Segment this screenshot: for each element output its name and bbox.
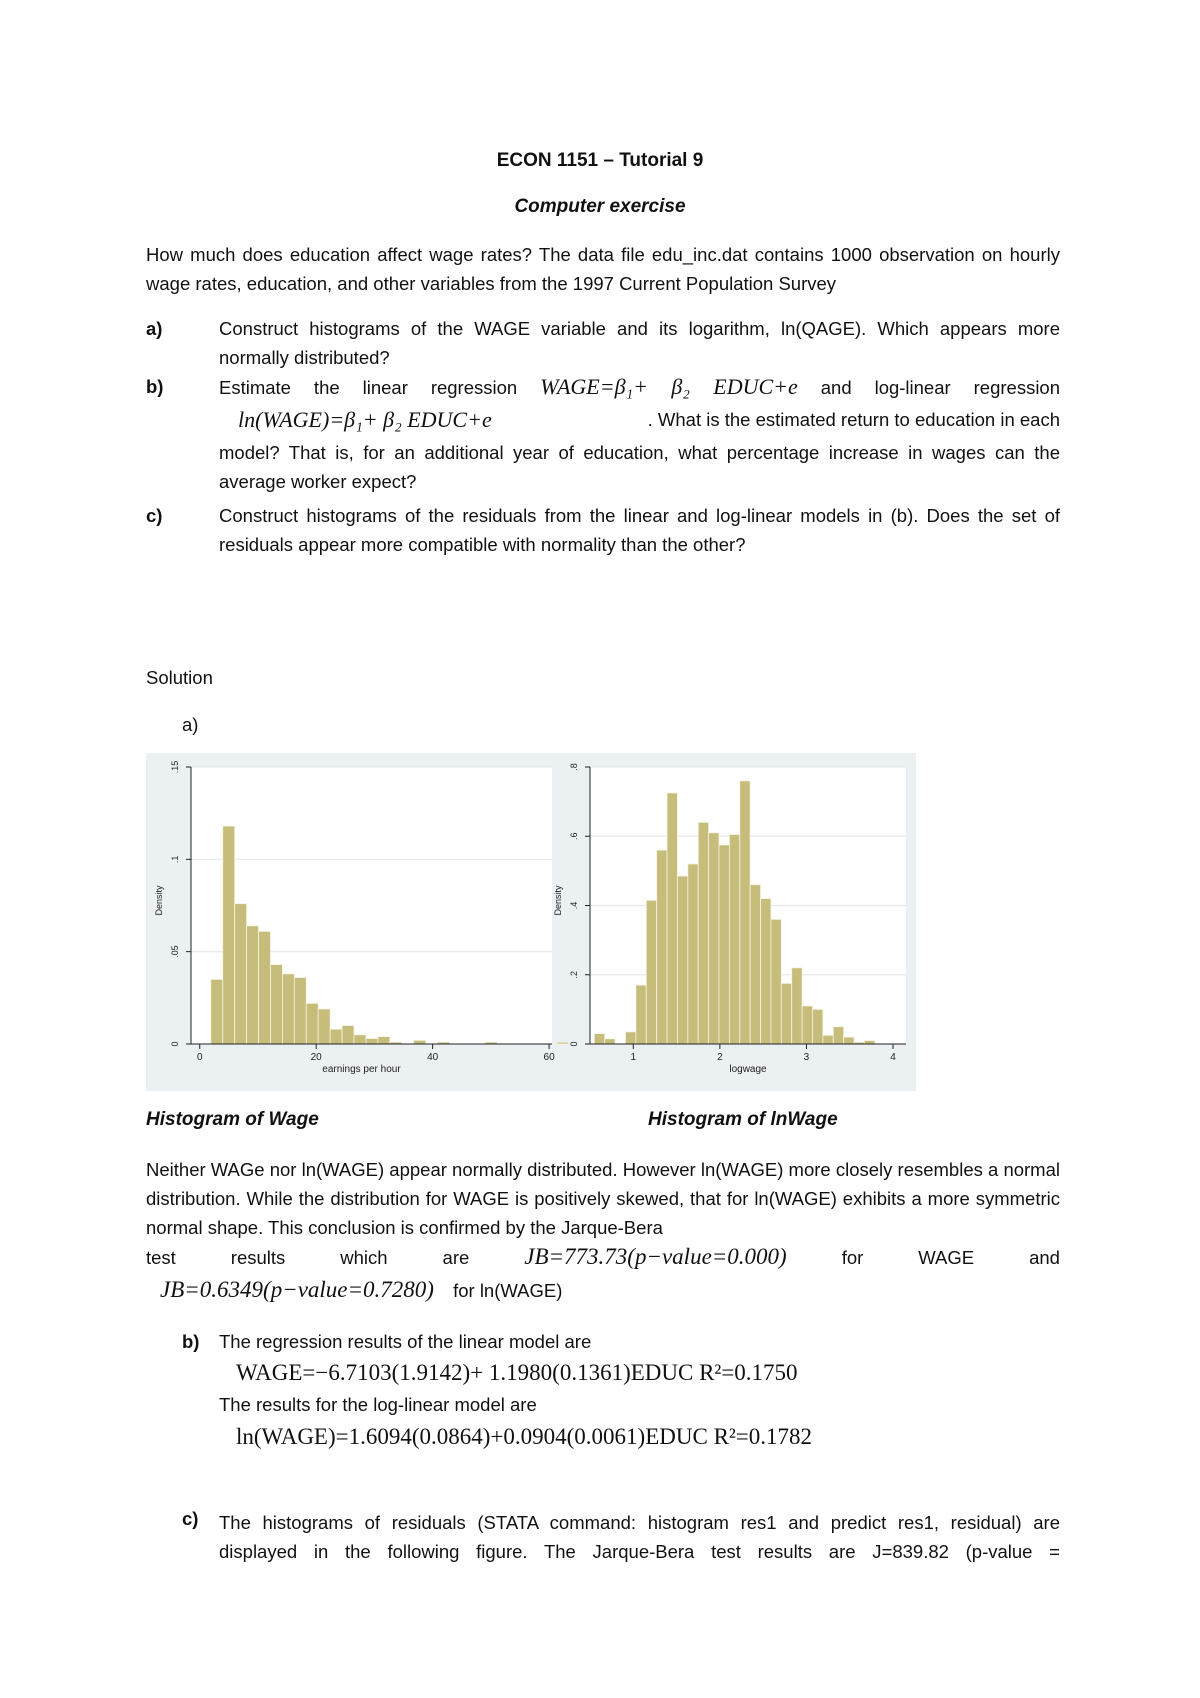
solution-b-line2: The results for the log-linear model are	[219, 1394, 537, 1415]
page-title: ECON 1151 – Tutorial 9	[496, 150, 704, 171]
wage-bar	[354, 1035, 366, 1044]
lnwage-y-tick-label: .8	[569, 763, 579, 771]
lnwage-bar	[823, 1035, 833, 1044]
lnwage-bar	[833, 1027, 843, 1044]
solution-heading: Solution	[146, 667, 213, 688]
lnwage-x-tick-label: 2	[717, 1052, 723, 1063]
jarque-bera-line2	[160, 1275, 562, 1305]
solution-paragraph: Neither WAGe nor ln(WAGE) appear normally distributed. However ln(WAGE) more closely resembles a normal distribution. While the distribution for WAGE is positively skewed, that for ln(WAGE) exhibits a more symmetric normal shape. This conclusion is confirmed by the Jarque-Bera	[146, 1159, 1060, 1238]
histogram-figure	[146, 753, 916, 1091]
lnwage-bar	[688, 864, 698, 1044]
wage-bar	[270, 965, 282, 1044]
solution-b-line1: The regression results of the linear model are	[219, 1331, 592, 1352]
lnwage-bar	[781, 983, 791, 1044]
lnwage-x-tick-label: 3	[803, 1052, 810, 1063]
question-b-post: . What is the estimated return to education in each	[647, 409, 1060, 430]
wage-bar	[414, 1040, 426, 1044]
lnwage-bar	[771, 919, 781, 1044]
lnwage-bar	[802, 1006, 812, 1044]
question-a-text: Construct histograms of the WAGE variable and its logarithm, ln(QAGE). Which appears more normally distributed?	[219, 318, 1060, 368]
wage-y-tick-label: 0	[170, 1041, 180, 1047]
lnwage-bar	[864, 1041, 874, 1044]
jb-tail: for ln(WAGE)	[453, 1280, 563, 1301]
lnwage-y-tick-label: .2	[569, 970, 579, 979]
lnwage-bar	[761, 899, 771, 1044]
question-b-mid: and log-linear regression	[820, 377, 1061, 398]
wage-x-tick-label: 60	[543, 1052, 555, 1063]
wage-y-axis-title: Density	[154, 885, 164, 916]
wage-x-tick-label: 20	[310, 1052, 322, 1063]
wage-bar	[223, 826, 235, 1044]
caption-histogram-lnwage: Histogram of lnWage	[648, 1109, 838, 1130]
question-a	[146, 314, 1060, 374]
question-b-line1	[219, 372, 1060, 402]
wage-bar	[557, 1042, 569, 1044]
lnwage-bar	[636, 985, 646, 1044]
jb-word-test: test	[146, 1247, 176, 1268]
lnwage-bar	[750, 885, 760, 1044]
lnwage-bar	[667, 793, 677, 1044]
question-b-label: b)	[146, 376, 164, 397]
lnwage-bar	[740, 781, 750, 1044]
lnwage-y-axis-title: Density	[553, 885, 563, 916]
lnwage-bar	[792, 968, 802, 1044]
wage-x-tick-label: 40	[427, 1052, 439, 1063]
lnwage-bar	[677, 876, 687, 1044]
wage-bar	[342, 1026, 354, 1044]
wage-bar	[330, 1029, 342, 1044]
jb-word-for: for	[841, 1247, 864, 1268]
jb-word-which: which	[340, 1247, 388, 1268]
solution-c-text: The histograms of residuals (STATA command: histogram res1 and predict res1, residual) are displayed in the following figure. The Jarque-Bera test results are J=839.82 (p-value =	[219, 1512, 1060, 1562]
lnwage-bar	[698, 822, 708, 1044]
lnwage-bar	[625, 1032, 635, 1044]
wage-bar	[366, 1038, 378, 1044]
question-c-text: Construct histograms of the residuals from the linear and log-linear models in (b). Does the set of residuals appear more compatible with normality than the other?	[219, 505, 1060, 555]
wage-bar	[282, 974, 294, 1044]
jb-equation-wage: JB=773.73(p−value=0.000)	[524, 1244, 787, 1269]
jb-word-and: and	[1029, 1247, 1060, 1268]
wage-bar	[306, 1003, 318, 1044]
question-c-label: c)	[146, 505, 163, 526]
wage-bar	[378, 1037, 390, 1044]
page-subtitle: Computer exercise	[514, 196, 686, 217]
jb-equation-lnwage: JB=0.6349(p−value=0.7280)	[160, 1277, 434, 1302]
lnwage-bar	[605, 1039, 615, 1044]
wage-bar	[318, 1009, 330, 1044]
wage-y-tick-label: .15	[170, 760, 180, 774]
wage-bar	[235, 904, 247, 1044]
question-b-pre: Estimate the linear regression	[219, 377, 518, 398]
lnwage-y-tick-label: 0	[569, 1041, 579, 1047]
lnwage-bar	[657, 850, 667, 1044]
lnwage-bar	[719, 845, 729, 1044]
solution-b-equation2: ln(WAGE)=1.6094(0.0864)+0.0904(0.0061)EDUC R²=0.1782	[236, 1424, 813, 1449]
question-c	[146, 501, 1060, 561]
solution-b-equation1: WAGE=−6.7103(1.9142)+ 1.1980(0.1361)EDUC R²=0.1750	[236, 1360, 798, 1385]
solution-c-label: c)	[182, 1508, 199, 1529]
lnwage-y-tick-label: .6	[569, 832, 579, 841]
question-b-equation2: ln(WAGE)=β₁+ β₂ EDUC+e	[238, 407, 492, 432]
solution-b-label: b)	[182, 1331, 200, 1352]
lnwage-y-tick-label: .4	[569, 901, 579, 910]
question-a-label: a)	[146, 318, 163, 339]
lnwage-x-axis-title: logwage	[729, 1064, 767, 1075]
lnwage-bar	[844, 1037, 854, 1044]
wage-bar	[294, 978, 306, 1044]
lnwage-x-tick-label: 4	[890, 1052, 896, 1063]
wage-x-tick-label: 0	[196, 1052, 203, 1063]
histogram-charts-svg	[146, 753, 916, 1091]
question-b-equation1: WAGE=β₁+ β₂ EDUC+e	[540, 374, 798, 399]
lnwage-bar	[646, 900, 656, 1044]
wage-bar	[247, 926, 259, 1044]
question-b-line2	[238, 405, 1060, 434]
intro-paragraph: How much does education affect wage rates? The data file edu_inc.dat contains 1000 observation on hourly wage rates, education, and other variables from the 1997 Current Population Survey	[146, 244, 1060, 294]
jb-word-results: results	[230, 1247, 286, 1268]
question-b	[146, 372, 1060, 500]
wage-y-tick-label: .1	[170, 855, 180, 864]
lnwage-bar	[812, 1009, 822, 1044]
wage-x-axis-title: earnings per hour	[322, 1064, 401, 1075]
question-b-rest: model? That is, for an additional year of education, what percentage increase in wages can the average worker expect?	[219, 442, 1060, 492]
jb-word-wage: WAGE	[918, 1247, 975, 1268]
jb-word-are: are	[442, 1247, 470, 1268]
lnwage-bar	[594, 1034, 604, 1044]
wage-bar	[259, 931, 271, 1044]
lnwage-bar	[709, 833, 719, 1044]
lnwage-bar	[729, 835, 739, 1044]
caption-histogram-wage: Histogram of Wage	[146, 1109, 319, 1130]
lnwage-x-tick-label: 1	[630, 1052, 637, 1063]
wage-bar	[211, 979, 223, 1044]
jarque-bera-line	[146, 1242, 1060, 1272]
wage-y-tick-label: .05	[170, 945, 180, 958]
solution-a-label: a)	[182, 714, 199, 735]
